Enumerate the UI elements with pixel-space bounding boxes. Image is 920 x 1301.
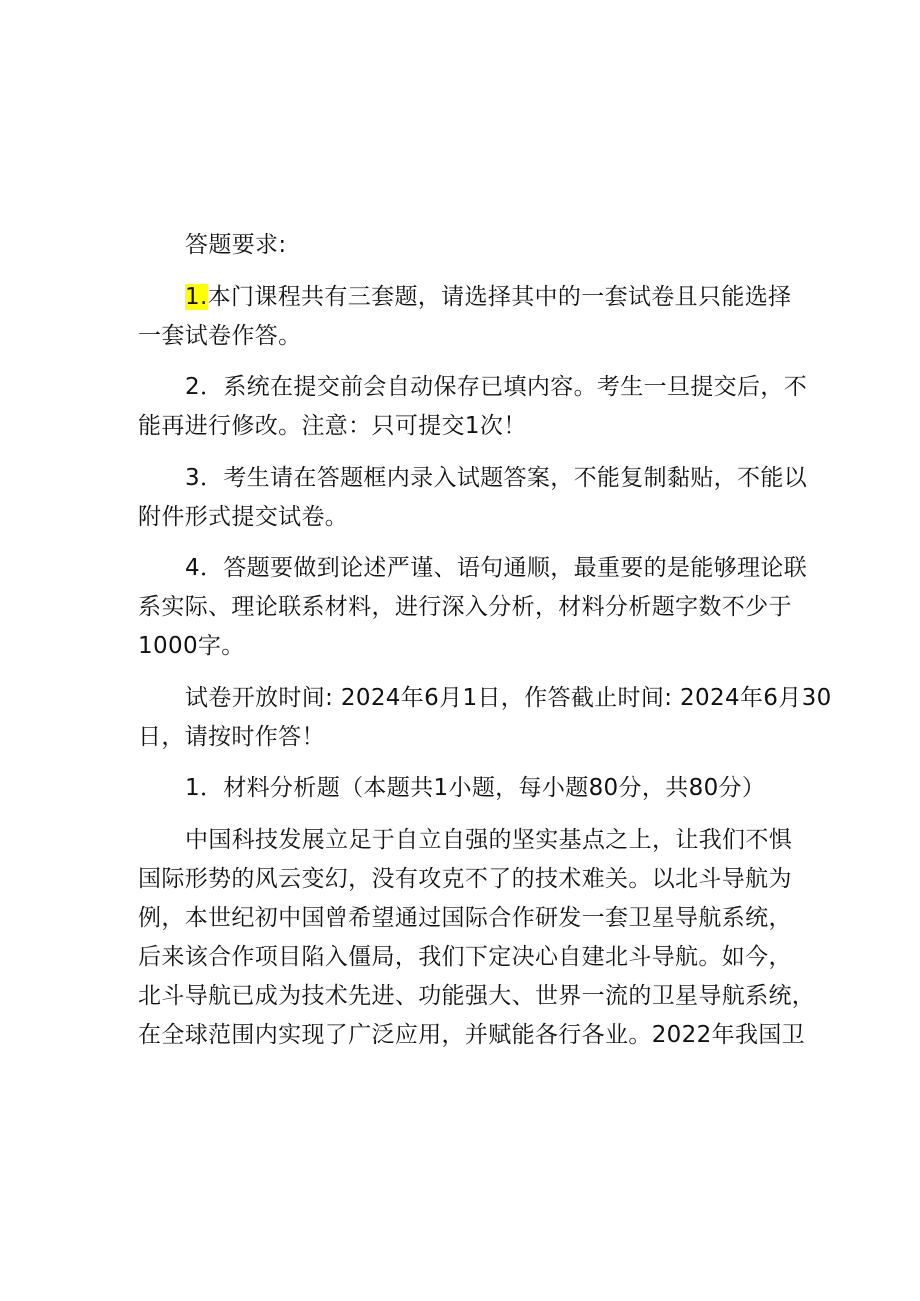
requirement-item-2: [138, 368, 808, 446]
exam-schedule-line-2: 日，请按时作答！: [138, 723, 325, 750]
requirement-item-3-line-2: 附件形式提交试卷。: [138, 503, 349, 530]
requirement-item-4-line-3: 1000字。: [138, 633, 245, 659]
material-line: 在全球范围内实现了广泛应用，并赋能各行各业。2022年我国卫: [138, 1021, 806, 1048]
requirement-item-3: [138, 459, 808, 537]
material-line: 后来该合作项目陷入僵局，我们下定决心自建北斗导航。如今，: [138, 943, 792, 970]
question-material: [138, 821, 816, 1055]
question-title: [138, 769, 794, 808]
material-line: 中国科技发展立足于自立自强的坚实基点之上，让我们不惧: [185, 826, 793, 853]
material-line: 北斗导航已成为技术先进、功能强大、世界一流的卫星导航系统，: [138, 982, 816, 1009]
requirement-item-4-line-2: 系实际、理论联系材料，进行深入分析，材料分析题字数不少于: [138, 594, 792, 620]
requirement-item-1: [138, 278, 794, 356]
requirement-item-4: [138, 549, 808, 666]
requirement-item-2-line-1: 2．系统在提交前会自动保存已填内容。考生一旦提交后，不: [185, 374, 808, 400]
requirements-heading: [138, 226, 794, 265]
document-body: [138, 226, 832, 1067]
question-title-text: 1．材料分析题（本题共1小题，每小题80分，共80分）: [185, 775, 766, 801]
material-line: 例，本世纪初中国曾希望通过国际合作研发一套卫星导航系统，: [138, 904, 792, 931]
exam-schedule: [138, 679, 832, 757]
requirement-item-1-line-2: 一套试卷作答。: [138, 322, 302, 349]
highlighted-number: 1.: [185, 283, 208, 310]
requirement-item-2-line-2: 能再进行修改。注意：只可提交1次！: [138, 413, 527, 439]
requirement-item-3-line-1: 3．考生请在答题框内录入试题答案，不能复制黏贴，不能以: [185, 464, 808, 491]
material-line: 国际形势的风云变幻，没有攻克不了的技术难关。以北斗导航为: [138, 865, 792, 892]
requirements-heading-text: 答题要求:: [185, 232, 287, 258]
exam-schedule-line-1: 试卷开放时间: 2024年6月1日，作答截止时间: 2024年6月30: [185, 684, 832, 711]
requirement-item-1-line-1: 本门课程共有三套题，请选择其中的一套试卷且只能选择: [207, 283, 792, 310]
requirement-item-4-line-1: 4．答题要做到论述严谨、语句通顺，最重要的是能够理论联: [185, 555, 808, 581]
